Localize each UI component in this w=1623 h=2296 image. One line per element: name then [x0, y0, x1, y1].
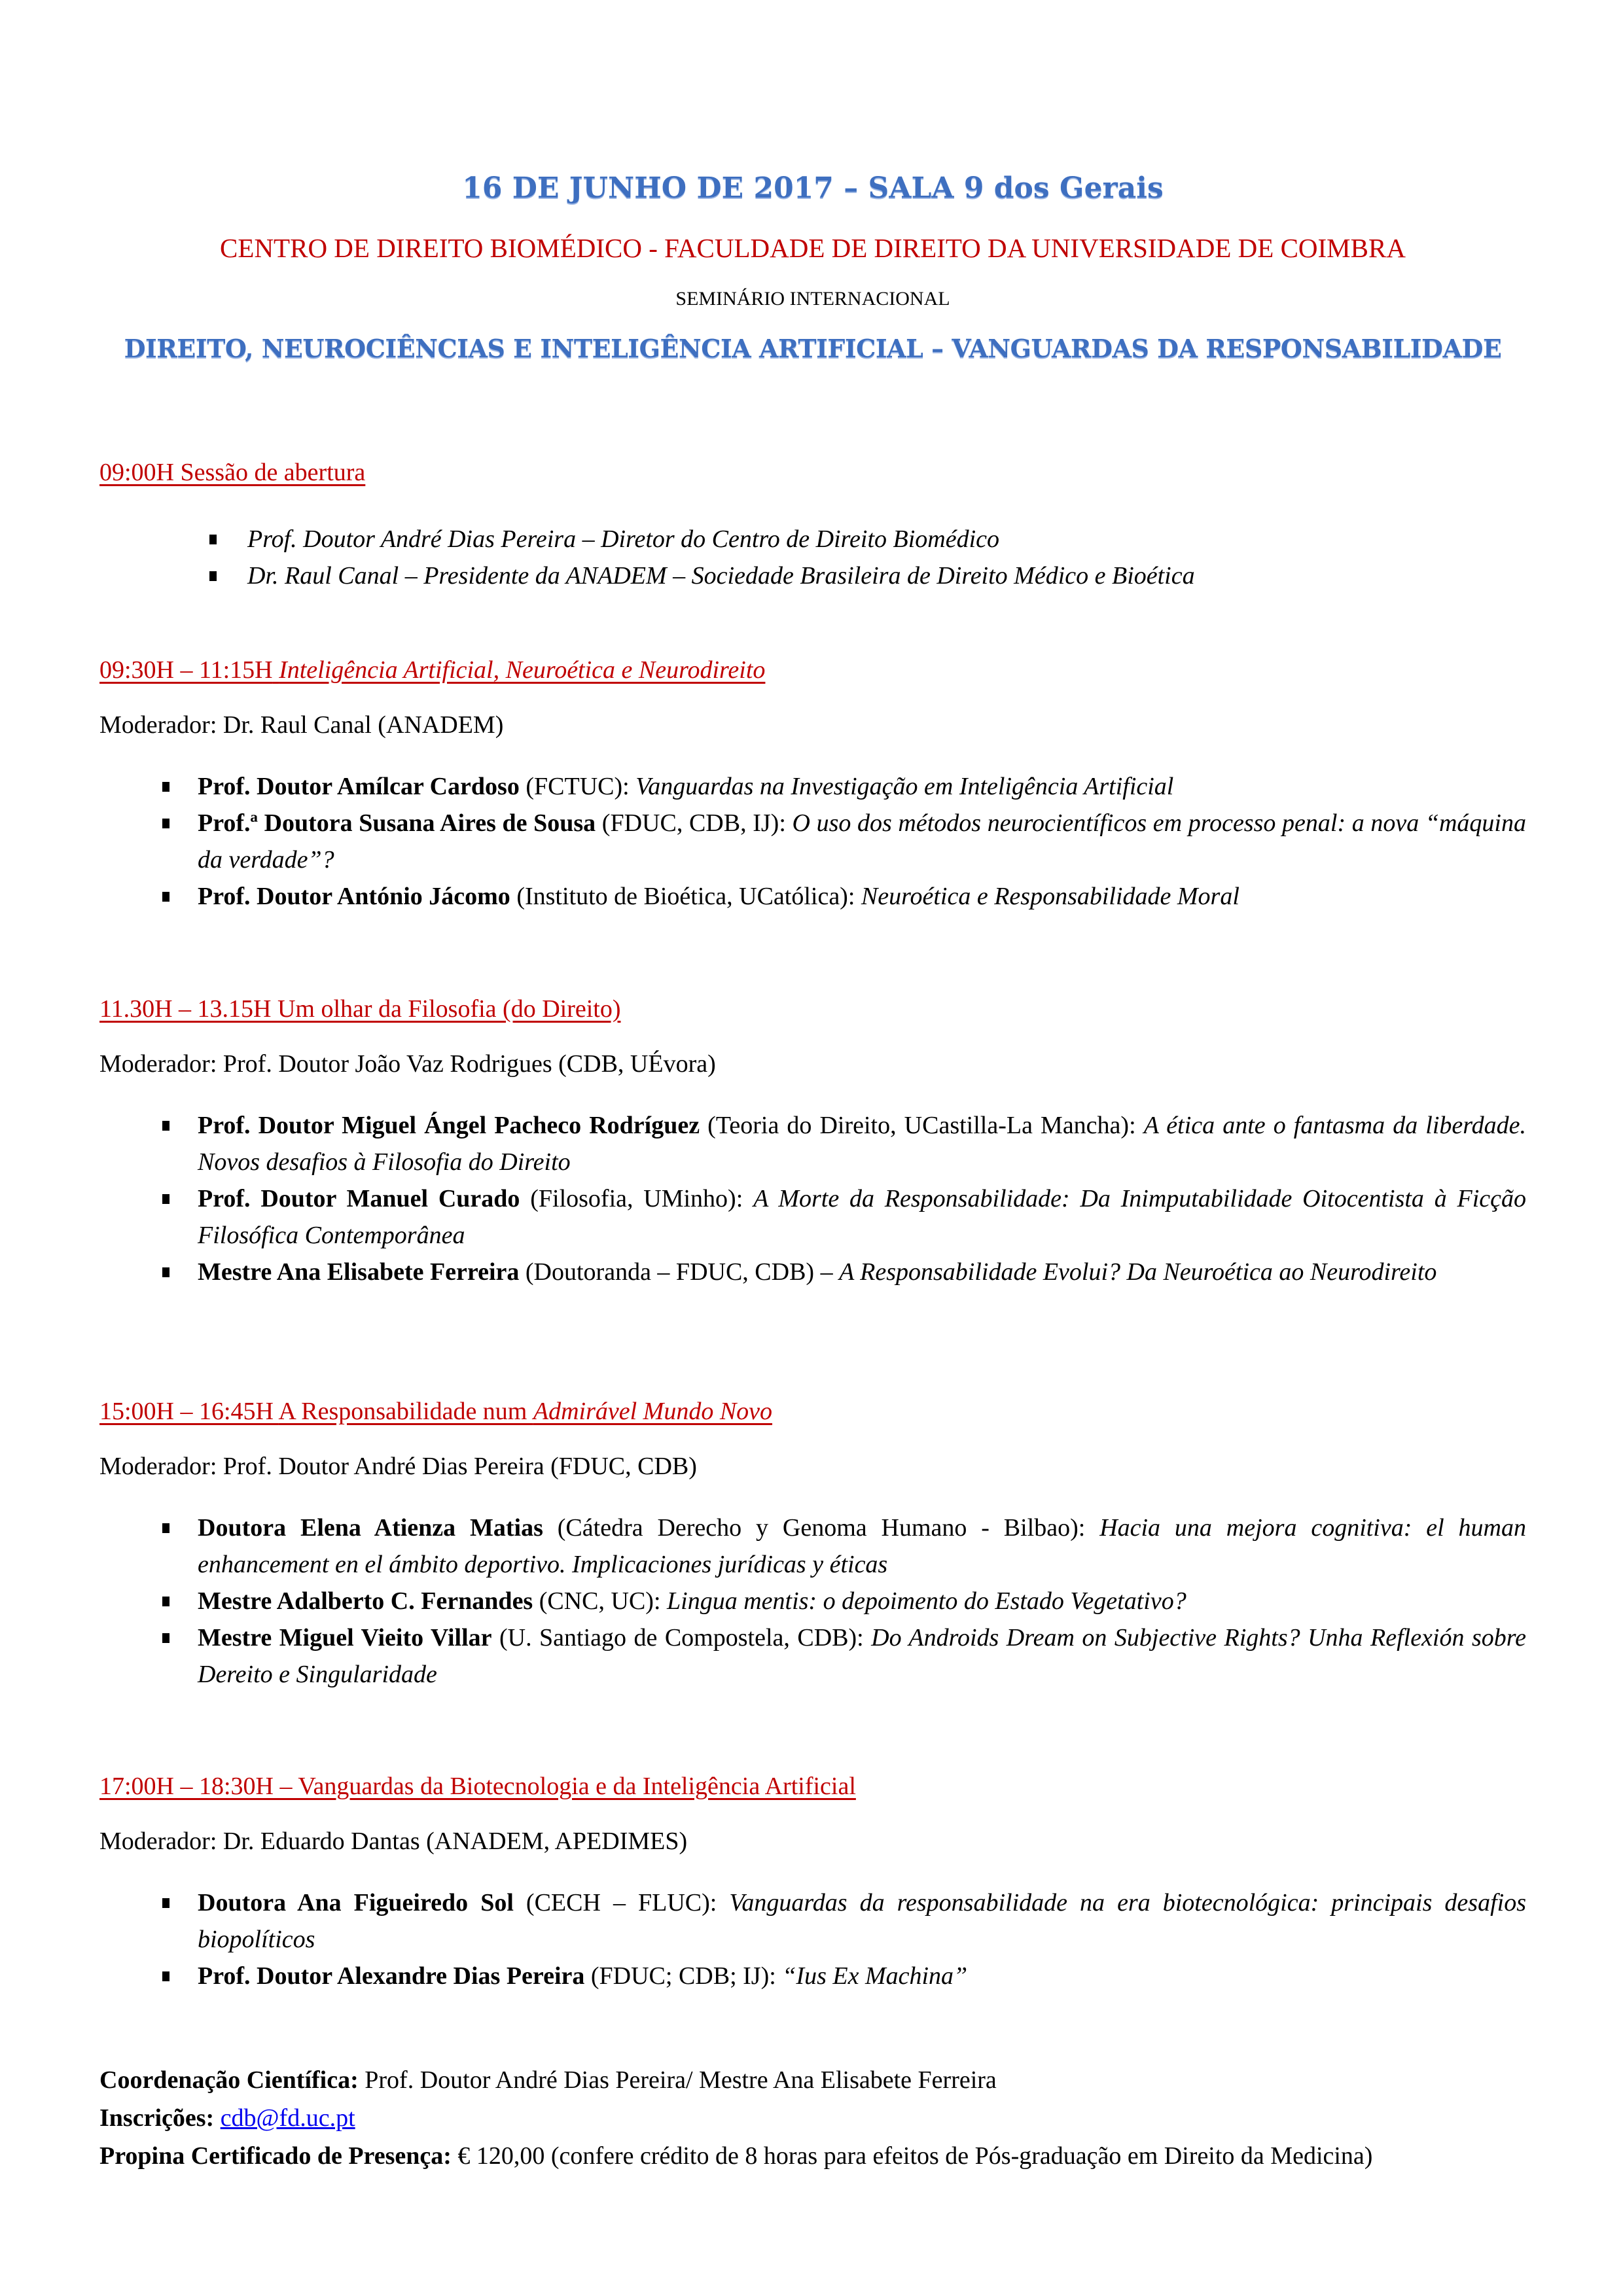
speaker-list — [99, 1107, 1526, 1290]
list-item — [99, 1958, 1526, 1994]
speaker-name: Mestre Ana Elisabete Ferreira — [198, 1258, 520, 1286]
speaker-name: Prof. Doutor Manuel Curado — [198, 1185, 520, 1212]
list-item — [99, 1180, 1526, 1254]
session-title: Inteligência Artificial, Neuroética e Neurodireito — [279, 656, 766, 684]
list-item — [99, 1619, 1526, 1693]
session-brave-new-world — [99, 1397, 1526, 1693]
coordination-line — [99, 2061, 1526, 2099]
speaker-affiliation: (Doutoranda – FDUC, CDB) – — [519, 1258, 840, 1286]
session-opening — [99, 458, 1526, 594]
talk-title: A Morte da Responsabilidade: Da Inimputabilidade Oitocentista à Ficção Filosófica Contemporânea — [198, 1185, 1526, 1249]
speaker-name: Prof. Doutor Amílcar Cardoso — [198, 773, 520, 800]
fee-value: € 120,00 (confere crédito de 8 horas para efeitos de Pós-graduação em Direito da Medicina) — [451, 2142, 1373, 2170]
speaker-list — [99, 768, 1526, 915]
speaker-affiliation: (CNC, UC): — [533, 1587, 668, 1615]
coordination-value: Prof. Doutor André Dias Pereira/ Mestre Ana Elisabete Ferreira — [358, 2066, 997, 2094]
coordination-label: Coordenação Científica: — [99, 2066, 359, 2094]
speaker-affiliation: (Teoria do Direito, UCastilla-La Mancha): — [700, 1112, 1144, 1139]
talk-title: Do Androids Dream on Subjective Rights? Unha Reflexión sobre Dereito e Singularidade — [198, 1624, 1526, 1688]
session-ai-neuroethics — [99, 656, 1526, 915]
fee-label: Propina Certificado de Presença: — [99, 2142, 452, 2170]
footer-info — [99, 2061, 1526, 2175]
session-title: – Vanguardas da Biotecnologia e da Inteligência Artificial — [279, 1773, 856, 1800]
talk-title: A ética ante o fantasma da liberdade. Novos desafios à Filosofia do Direito — [198, 1112, 1526, 1176]
session-time: 09:00H — [99, 459, 174, 486]
talk-title: Lingua mentis: o depoimento do Estado Vegetativo? — [667, 1587, 1186, 1615]
talk-title: Neuroética e Responsabilidade Moral — [861, 883, 1240, 910]
session-title: A Responsabilidade num — [278, 1398, 533, 1425]
session-time: 09:30H – 11:15H — [99, 656, 273, 684]
session-heading — [99, 1772, 1526, 1801]
speaker-affiliation: (FDUC, CDB, IJ): — [596, 809, 793, 837]
speaker-list — [99, 1510, 1526, 1693]
institution-title: CENTRO DE DIREITO BIOMÉDICO - FACULDADE DE DIREITO DA UNIVERSIDADE DE COIMBRA — [220, 233, 1406, 263]
list-item — [99, 768, 1526, 805]
moderator: Moderador: Dr. Eduardo Dantas (ANADEM, APEDIMES) — [99, 1828, 688, 1855]
speaker-name: Doutora Elena Atienza Matias — [198, 1514, 543, 1542]
session-title: Sessão de abertura — [180, 459, 366, 486]
list-item — [99, 878, 1526, 915]
list-item — [99, 1254, 1526, 1290]
speaker-name: Mestre Adalberto C. Fernandes — [198, 1587, 533, 1615]
event-title: DIREITO, NEUROCIÊNCIAS E INTELIGÊNCIA ARTIFICIAL – VANGUARDAS DA RESPONSABILIDADE — [124, 334, 1502, 363]
session-biotech — [99, 1772, 1526, 1994]
talk-title: Vanguardas na Investigação em Inteligência Artificial — [635, 773, 1174, 800]
list-item: Dr. Raul Canal – Presidente da ANADEM – Sociedade Brasileira de Direito Médico e Bioética — [99, 557, 1526, 594]
talk-title: Vanguardas da responsabilidade na era biotecnológica: principais desafios biopolíticos — [198, 1889, 1526, 1953]
list-item — [99, 1510, 1526, 1583]
speaker-affiliation: (U. Santiago de Compostela, CDB): — [491, 1624, 872, 1651]
list-item — [99, 1107, 1526, 1180]
speaker-name: Prof. Doutor Alexandre Dias Pereira — [198, 1962, 585, 1990]
registration-label: Inscrições: — [99, 2104, 215, 2132]
talk-title: Hacia una mejora cognitiva: el human enhancement en el ámbito deportivo. Implicaciones jurídicas y éticas — [198, 1514, 1526, 1578]
talk-title: A Responsabilidade Evolui? Da Neuroética ao Neurodireito — [839, 1258, 1437, 1286]
registration-email-link[interactable]: cdb@fd.uc.pt — [220, 2104, 355, 2132]
speaker-affiliation: (FCTUC): — [519, 773, 636, 800]
session-heading — [99, 656, 1526, 684]
speaker-name: Mestre Miguel Vieito Villar — [198, 1624, 492, 1651]
session-title-italic: Admirável Mundo Novo — [533, 1398, 773, 1425]
moderator: Moderador: Prof. Doutor João Vaz Rodrigues (CDB, UÉvora) — [99, 1050, 716, 1078]
session-time: 15:00H – 16:45H — [99, 1398, 274, 1425]
speaker-name: Doutora Ana Figueiredo Sol — [198, 1889, 514, 1916]
session-heading — [99, 1397, 1526, 1426]
speaker-name: Prof. Doutor António Jácomo — [198, 883, 510, 910]
moderator: Moderador: Dr. Raul Canal (ANADEM) — [99, 711, 504, 739]
event-type: SEMINÁRIO INTERNACIONAL — [675, 288, 950, 309]
list-item — [99, 1583, 1526, 1619]
speaker-list — [99, 521, 1526, 594]
session-heading — [99, 458, 1526, 487]
session-philosophy — [99, 995, 1526, 1290]
list-item — [99, 1884, 1526, 1958]
list-item: Prof. Doutor André Dias Pereira – Diretor do Centro de Direito Biomédico — [99, 521, 1526, 557]
list-item — [99, 805, 1526, 878]
session-title: Um olhar da Filosofia (do Direito) — [277, 995, 621, 1023]
speaker-affiliation: (Instituto de Bioética, UCatólica): — [510, 883, 861, 910]
speaker-name: Prof. Doutor Miguel Ángel Pacheco Rodríguez — [198, 1112, 700, 1139]
fee-line — [99, 2137, 1526, 2175]
registration-line — [99, 2099, 1526, 2137]
speaker-list — [99, 1884, 1526, 1994]
event-date-room: 16 DE JUNHO DE 2017 – SALA 9 dos Gerais — [462, 171, 1164, 205]
talk-title: O uso dos métodos neurocientíficos em processo penal: a nova “máquina da verdade”? — [198, 809, 1526, 874]
session-heading — [99, 995, 1526, 1023]
speaker-affiliation: (Filosofia, UMinho): — [520, 1185, 754, 1212]
moderator: Moderador: Prof. Doutor André Dias Pereira (FDUC, CDB) — [99, 1453, 697, 1480]
speaker-affiliation: (CECH – FLUC): — [513, 1889, 730, 1916]
speaker-name: Prof.ª Doutora Susana Aires de Sousa — [198, 809, 596, 837]
speaker-affiliation: (Cátedra Derecho y Genoma Humano - Bilbao): — [543, 1514, 1100, 1542]
talk-title: “Ius Ex Machina” — [782, 1962, 968, 1990]
session-time: 17:00H – 18:30H — [99, 1773, 274, 1800]
session-time: 11.30H – 13.15H — [99, 995, 272, 1023]
speaker-affiliation: (FDUC; CDB; IJ): — [584, 1962, 783, 1990]
